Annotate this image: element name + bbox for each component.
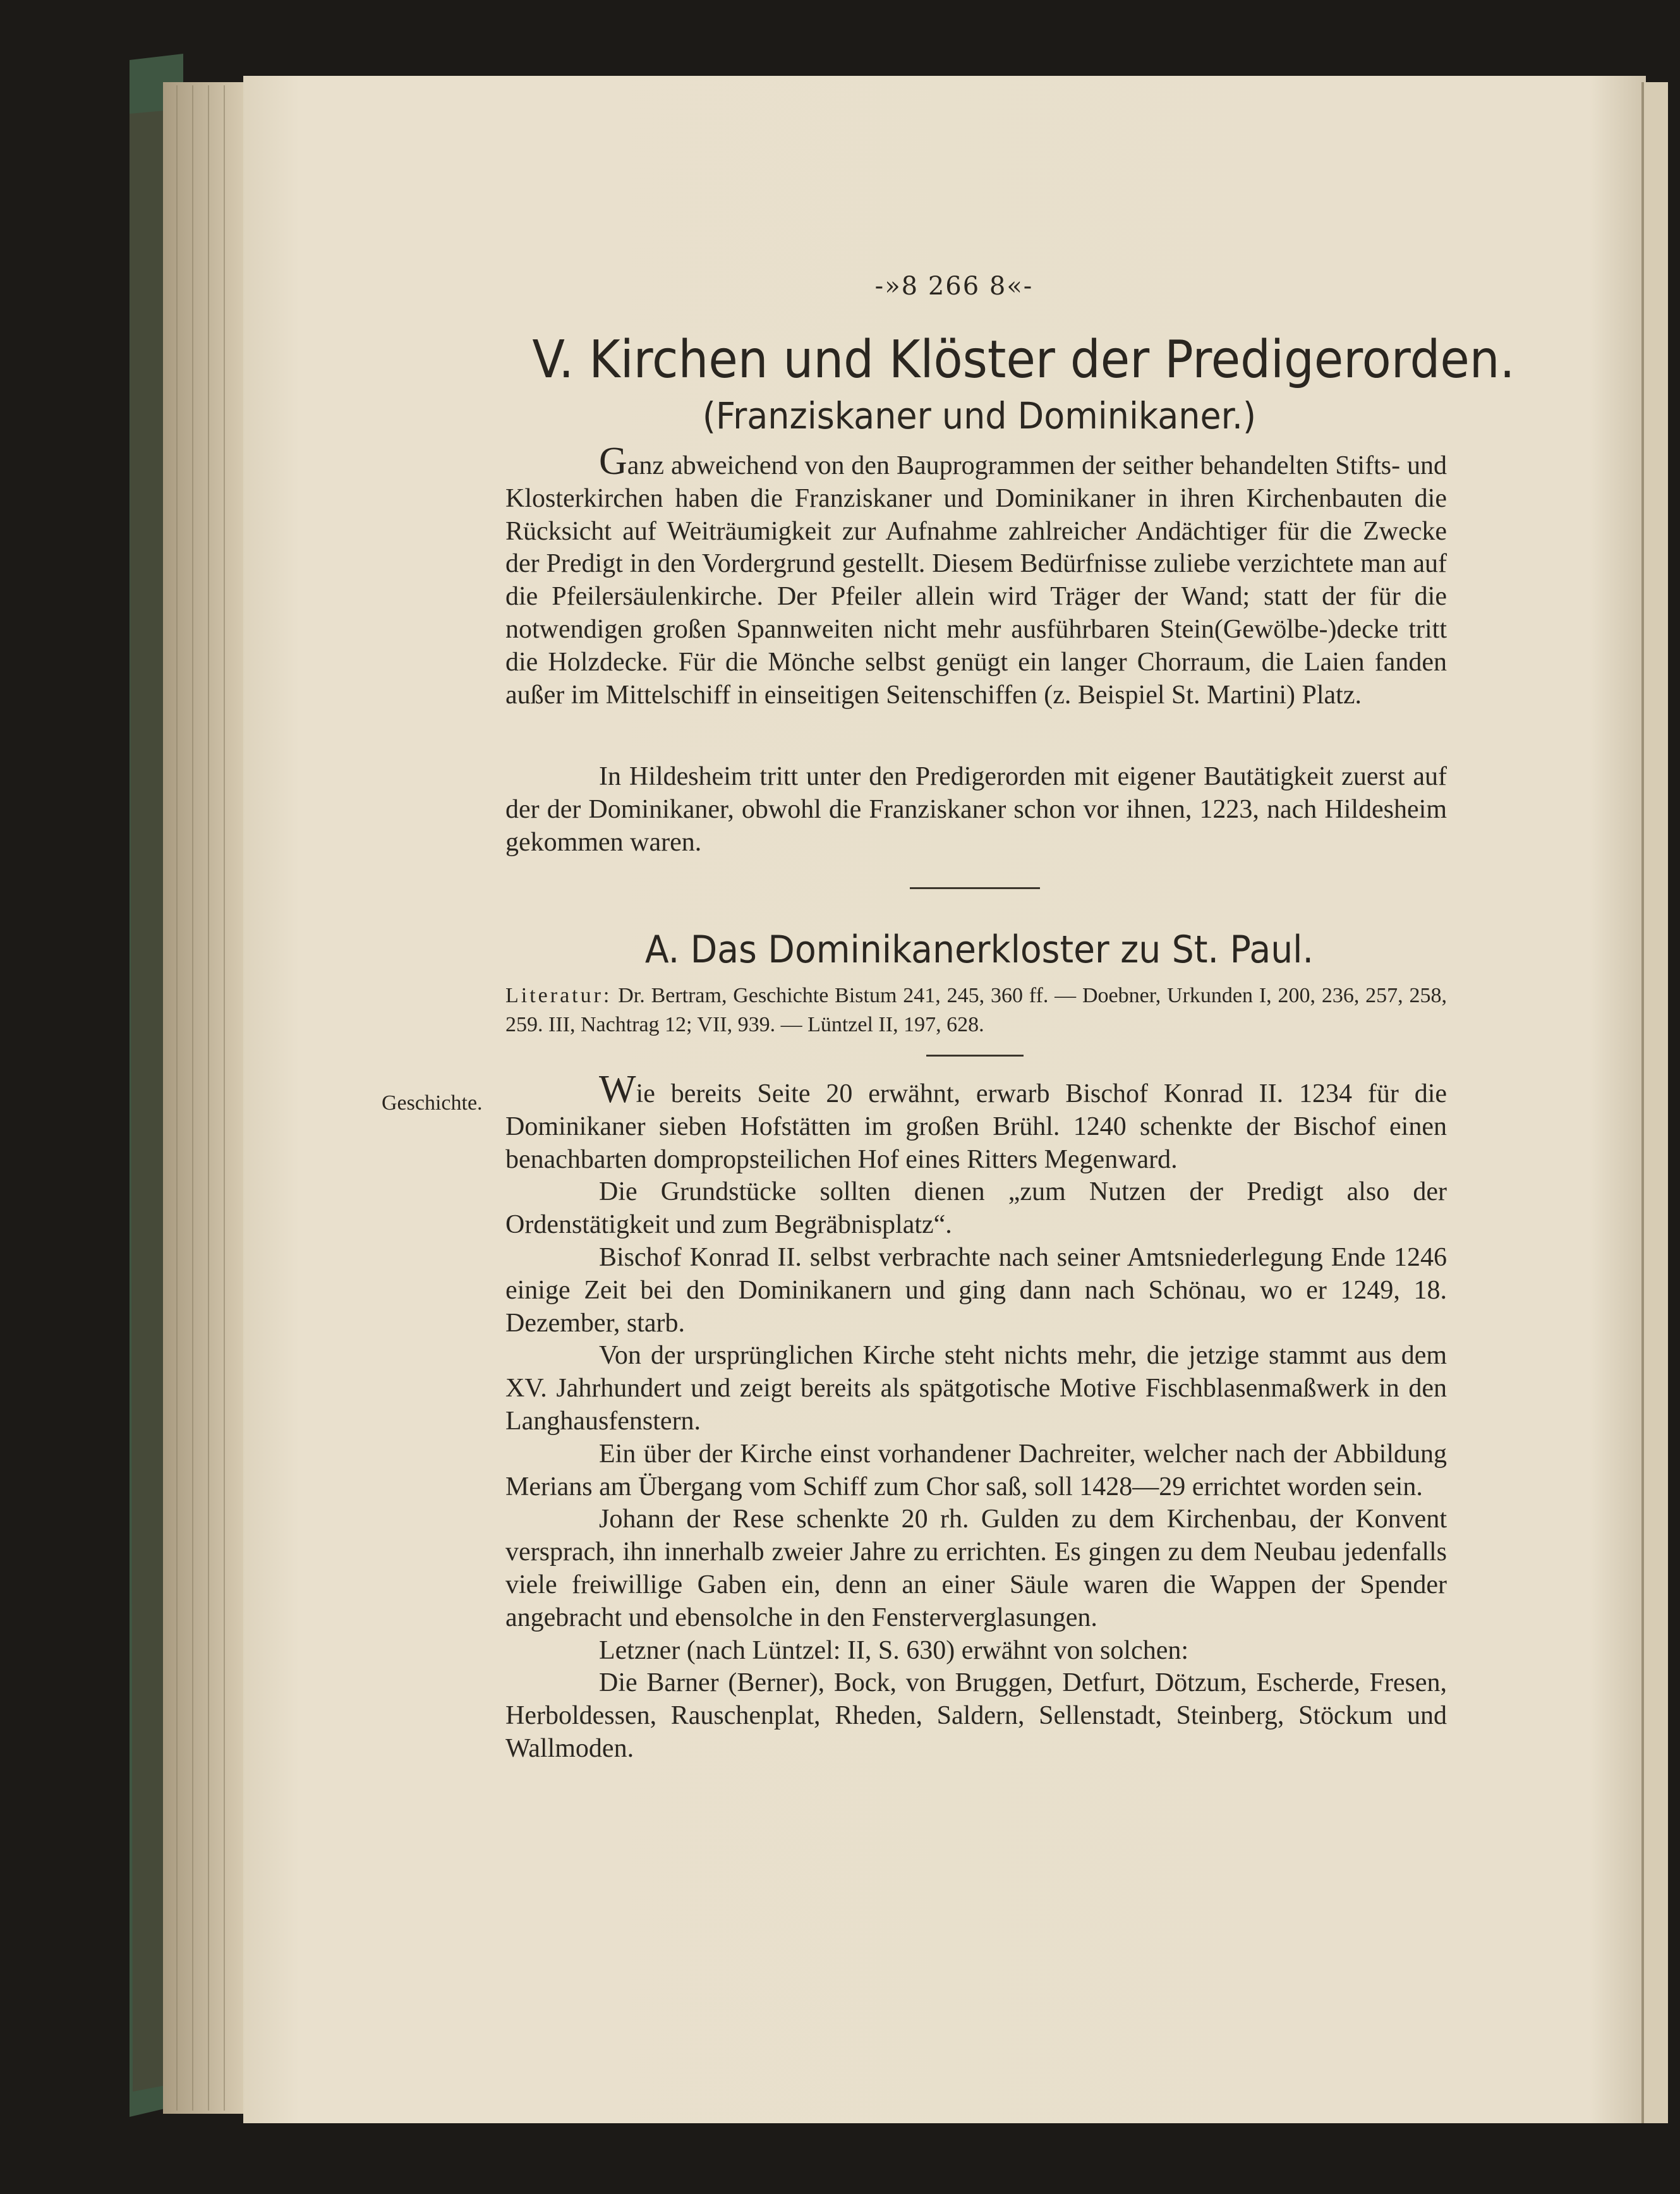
chapter-subtitle: (Franziskaner und Dominikaner.) — [702, 394, 1257, 437]
chapter-title: V. Kirchen und Klöster der Predigerorden. — [532, 330, 1515, 390]
section-divider-bottom — [926, 1055, 1024, 1057]
history-paragraph-6: Johann der Rese schenkte 20 rh. Gulden zu dem Kirchenbau, der Konvent versprach, ihn innerhalb zweier Jahre zu errichten. Es gingen zu dem Neubau jedenfalls viele freiwillige Gaben ein, denn an einer Säule waren die Wappen der Spender angebracht und ebensolche in den Fensterverglasungen. — [505, 1505, 1447, 1632]
literature-label: Literatur: — [505, 984, 612, 1007]
history-paragraph-1: ie bereits Seite 20 erwähnt, erwarb Bischof Konrad II. 1234 für die Dominikaner sieben Hofstätten im großen Brühl. 1240 schenkte der Bischof einen benachbarten dompropsteilichen Hof eines Ritters Megenward. — [505, 1079, 1447, 1174]
section-heading: A. Das Dominikanerkloster zu St. Paul. — [644, 928, 1314, 972]
history-text — [505, 1068, 1447, 1766]
margin-note: Geschichte. — [382, 1091, 483, 1115]
page-number: -»8 266 8«- — [874, 272, 1034, 301]
intro-paragraph-1-text: anz abweichend von den Bauprogrammen der seither behandelten Stifts- und Klosterkirchen haben die Franziskaner und Dominikaner in ihren Kirchenbauten die Rücksicht auf Weiträumigkeit zur Aufnahme zahlreicher Andächtiger für die Zwecke der Predigt in den Vordergrund gestellt. Diesem Bedürfnisse zuliebe verzichtete man auf die Pfeilersäulenkirche. Der Pfeiler allein wird Träger der Wand; statt der für die notwendigen großen Spannweiten nicht mehr ausführbaren Stein(Gewölbe-)decke tritt die Holzdecke. Für die Mönche selbst genügt ein langer Chorraum, die Laien fanden außer im Mittelschiff in einseitigen Seitenschiffen (z. Beispiel St. Martini) Platz. — [505, 451, 1447, 710]
literature-reference — [505, 981, 1447, 1039]
history-paragraph-8: Die Barner (Berner), Bock, von Bruggen, Detfurt, Dötzum, Escherde, Fresen, Herboldessen, Rauschenplat, Rheden, Saldern, Sellenstadt, Steinberg, Stöckum und Wallmoden. — [505, 1668, 1447, 1763]
intro-paragraph-2-text: In Hildesheim tritt unter den Predigerorden mit eigener Bautätigkeit zuerst auf der der Dominikaner, obwohl die Franziskaner schon vor ihnen, 1223, nach Hildesheim gekommen waren. — [505, 762, 1447, 857]
history-paragraph-7: Letzner (nach Lüntzel: II, S. 630) erwähnt von solchen: — [599, 1635, 1189, 1665]
literature-text: Dr. Bertram, Geschichte Bistum 241, 245, 360 ff. — Doebner, Urkunden I, 200, 236, 257, 258, 259. III, Nachtrag 12; VII, 939. — Lüntzel II, 197, 628. — [505, 984, 1447, 1036]
section-divider-top — [910, 887, 1040, 889]
history-paragraph-2: Die Grundstücke sollten dienen „zum Nutzen der Predigt also der Ordenstätigkeit und zum Begräbnisplatz“. — [505, 1177, 1447, 1240]
history-paragraph-4: Von der ursprünglichen Kirche steht nichts mehr, die jetzige stammt aus dem XV. Jahrhundert und zeigt bereits als spätgotische Motive Fischblasenmaßwerk in den Langhausfenstern. — [505, 1341, 1447, 1436]
history-dropcap: W — [599, 1068, 636, 1111]
intro-paragraph-1 — [505, 440, 1447, 712]
intro-dropcap: G — [599, 440, 627, 483]
intro-paragraph-2 — [505, 761, 1447, 859]
history-paragraph-3: Bischof Konrad II. selbst verbrachte nach seiner Amtsniederlegung Ende 1246 einige Zeit bei den Dominikanern und ging dann nach Schönau, wo er 1249, 18. Dezember, starb. — [505, 1242, 1447, 1338]
history-paragraph-5: Ein über der Kirche einst vorhandener Dachreiter, welcher nach der Abbildung Merians am Übergang vom Schiff zum Chor saß, soll 1428—29 errichtet worden sein. — [505, 1439, 1447, 1501]
